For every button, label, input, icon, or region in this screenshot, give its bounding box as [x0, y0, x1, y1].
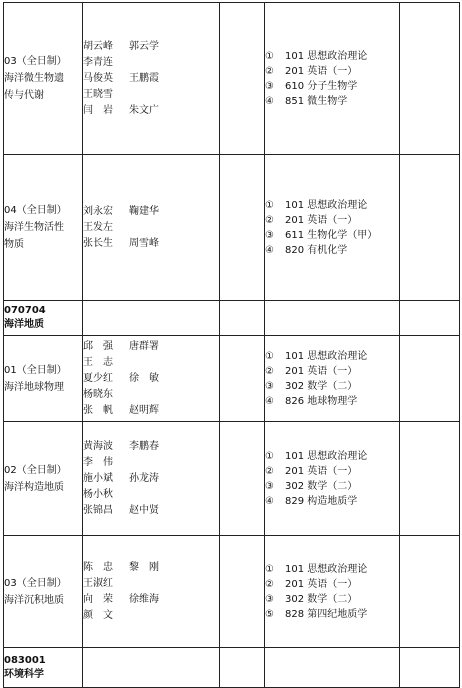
major-code: 083001	[4, 654, 46, 666]
exam-subject	[265, 198, 399, 213]
exam-subject	[265, 364, 399, 379]
subject-number: ③	[265, 480, 274, 492]
supervisor-name: 徐 敏	[129, 372, 159, 384]
supervisor-name: 张长生	[83, 237, 113, 249]
subject-number: ②	[265, 365, 274, 377]
supervisor-line	[83, 236, 219, 252]
supervisors-cell	[83, 422, 220, 536]
exam-subject	[265, 349, 399, 364]
supervisor-name: 孙龙涛	[129, 472, 159, 484]
subject-name: 829 构造地质学	[285, 495, 358, 507]
subject-number: ③	[265, 229, 274, 241]
subject-name: 201 英语（一）	[285, 65, 358, 77]
supervisors-cell	[83, 155, 220, 301]
direction-cell	[4, 536, 83, 648]
subject-number: ①	[265, 450, 274, 462]
supervisor-name: 邱 强	[83, 340, 113, 352]
empty-cell	[265, 301, 400, 336]
direction-line: 04（全日制）	[4, 205, 67, 216]
supervisor-name: 赵明辉	[129, 404, 159, 416]
supervisor-name: 胡云峰	[83, 40, 113, 52]
direction-cell	[4, 336, 83, 422]
exam-subject	[265, 494, 399, 509]
supervisor-name: 颜 文	[83, 609, 113, 621]
exam-subject	[265, 592, 399, 607]
major-code: 070704	[4, 305, 46, 316]
subject-name: 101 思想政治理论	[285, 350, 368, 362]
supervisor-line	[83, 403, 219, 419]
exam-subject	[265, 243, 399, 258]
empty-cell	[220, 536, 265, 648]
empty-cell	[83, 301, 220, 336]
empty-cell	[400, 155, 460, 301]
empty-cell	[400, 3, 460, 155]
subject-name: 201 英语（一）	[285, 578, 358, 590]
supervisor-name: 郭云学	[129, 40, 159, 52]
subject-number: ①	[265, 199, 274, 211]
subject-name: 101 思想政治理论	[285, 50, 368, 62]
major-row	[4, 648, 460, 688]
supervisor-name: 李鹏春	[129, 440, 159, 452]
subject-number: ④	[265, 395, 274, 407]
subject-name: 302 数学（二）	[285, 593, 358, 605]
direction-cell	[4, 3, 83, 155]
major-cell	[4, 301, 83, 336]
exam-subjects-cell	[265, 155, 400, 301]
exam-subjects-cell	[265, 536, 400, 648]
empty-cell	[400, 648, 460, 688]
exam-subject	[265, 379, 399, 394]
supervisor-name: 闫 岩	[83, 104, 113, 116]
supervisor-line	[83, 39, 219, 71]
direction-line: 海洋生物活性	[4, 222, 64, 233]
supervisor-name: 杨小秋	[83, 488, 113, 500]
exam-subject	[265, 449, 399, 464]
supervisor-name: 张锦昌	[83, 504, 113, 516]
supervisors-cell	[83, 336, 220, 422]
exam-subjects-cell	[265, 336, 400, 422]
supervisors-cell	[83, 3, 220, 155]
exam-subject	[265, 464, 399, 479]
direction-row	[4, 536, 460, 648]
direction-line: 海洋微生物遗	[4, 73, 64, 84]
empty-cell	[83, 648, 220, 688]
direction-line: 03（全日制）	[4, 577, 67, 589]
subject-name: 851 微生物学	[285, 95, 348, 107]
supervisor-name: 张 帆	[83, 404, 113, 416]
subject-number: ④	[265, 95, 274, 107]
supervisor-name: 李 伟	[83, 456, 113, 468]
supervisor-name: 周雪峰	[129, 237, 159, 249]
exam-subject	[265, 562, 399, 577]
admissions-catalog-table	[3, 2, 460, 688]
subject-name: 611 生物化学（甲）	[285, 229, 378, 241]
direction-line: 02（全日制）	[4, 464, 67, 476]
empty-cell	[220, 155, 265, 301]
empty-cell	[220, 3, 265, 155]
subject-number: ①	[265, 50, 274, 62]
supervisor-name: 鞠建华	[129, 205, 159, 217]
major-cell	[4, 648, 83, 688]
exam-subject	[265, 607, 399, 622]
subject-name: 820 有机化学	[285, 244, 348, 256]
direction-line: 海洋地球物理	[4, 381, 64, 393]
supervisor-name: 向 荣	[83, 593, 113, 605]
subject-number: ②	[265, 578, 274, 590]
subject-name: 201 英语（一）	[285, 214, 358, 226]
direction-row	[4, 422, 460, 536]
exam-subject	[265, 479, 399, 494]
supervisor-line	[83, 471, 219, 503]
direction-line: 物质	[4, 239, 24, 250]
direction-cell	[4, 422, 83, 536]
exam-subject	[265, 394, 399, 409]
subject-number: ①	[265, 350, 274, 362]
exam-subjects-cell	[265, 422, 400, 536]
subject-number: ②	[265, 65, 274, 77]
supervisor-line	[83, 439, 219, 471]
supervisor-line	[83, 592, 219, 624]
exam-subject	[265, 94, 399, 109]
subject-number: ②	[265, 465, 274, 477]
subject-name: 610 分子生物学	[285, 80, 358, 92]
subject-name: 828 第四纪地质学	[285, 608, 368, 620]
subject-number: ③	[265, 380, 274, 392]
subject-name: 101 思想政治理论	[285, 563, 368, 575]
supervisor-name: 王晓雪	[83, 88, 113, 100]
direction-line: 海洋构造地质	[4, 481, 64, 493]
supervisor-name: 黄海波	[83, 440, 113, 452]
direction-row	[4, 336, 460, 422]
supervisor-line	[83, 71, 219, 103]
direction-line: 传与代谢	[4, 90, 44, 101]
subject-number: ④	[265, 495, 274, 507]
subject-name: 302 数学（二）	[285, 480, 358, 492]
supervisor-name: 唐群署	[129, 340, 159, 352]
subject-name: 826 地球物理学	[285, 395, 358, 407]
subject-name: 201 英语（一）	[285, 365, 358, 377]
subject-name: 201 英语（一）	[285, 465, 358, 477]
supervisor-name: 刘永宏	[83, 205, 113, 217]
major-row	[4, 301, 460, 336]
direction-line: 海洋沉积地质	[4, 594, 64, 606]
exam-subject	[265, 577, 399, 592]
empty-cell	[220, 422, 265, 536]
major-name: 海洋地质	[4, 319, 44, 330]
subject-name: 101 思想政治理论	[285, 450, 368, 462]
exam-subject	[265, 64, 399, 79]
direction-line: 01（全日制）	[4, 364, 67, 376]
supervisor-name: 王淑红	[83, 577, 113, 589]
supervisor-name: 黎 刚	[129, 561, 159, 573]
empty-cell	[400, 536, 460, 648]
subject-number: ④	[265, 244, 274, 256]
direction-row	[4, 155, 460, 301]
empty-cell	[400, 422, 460, 536]
direction-row	[4, 3, 460, 155]
supervisor-name: 李青连	[83, 56, 113, 68]
supervisors-cell	[83, 536, 220, 648]
supervisor-name: 徐维海	[129, 593, 159, 605]
supervisor-name: 赵中贤	[129, 504, 159, 516]
subject-name: 101 思想政治理论	[285, 199, 368, 211]
subject-number: ③	[265, 593, 274, 605]
supervisor-line	[83, 371, 219, 403]
exam-subject	[265, 228, 399, 243]
direction-cell	[4, 155, 83, 301]
empty-cell	[220, 301, 265, 336]
subject-number: ②	[265, 214, 274, 226]
empty-cell	[265, 648, 400, 688]
supervisor-name: 王鹏霞	[129, 72, 159, 84]
supervisor-name: 夏少红	[83, 372, 113, 384]
supervisor-name: 王发左	[83, 221, 113, 233]
supervisor-line	[83, 103, 219, 119]
exam-subject	[265, 49, 399, 64]
supervisor-line	[83, 339, 219, 371]
supervisor-name: 马俊英	[83, 72, 113, 84]
supervisor-line	[83, 560, 219, 592]
exam-subject	[265, 213, 399, 228]
exam-subjects-cell	[265, 3, 400, 155]
exam-subject	[265, 79, 399, 94]
major-name: 环境科学	[4, 668, 44, 680]
supervisor-name: 杨晓东	[83, 388, 113, 400]
empty-cell	[220, 336, 265, 422]
empty-cell	[220, 648, 265, 688]
empty-cell	[400, 336, 460, 422]
empty-cell	[400, 301, 460, 336]
subject-number: ③	[265, 80, 274, 92]
supervisor-name: 施小斌	[83, 472, 113, 484]
supervisor-line	[83, 204, 219, 236]
supervisor-name: 陈 忠	[83, 561, 113, 573]
subject-name: 302 数学（二）	[285, 380, 358, 392]
direction-line: 03（全日制）	[4, 56, 67, 67]
supervisor-line	[83, 503, 219, 519]
supervisor-name: 朱文广	[129, 104, 159, 116]
subject-number: ①	[265, 563, 274, 575]
supervisor-name: 王 志	[83, 356, 113, 368]
subject-number: ⑤	[265, 608, 274, 620]
